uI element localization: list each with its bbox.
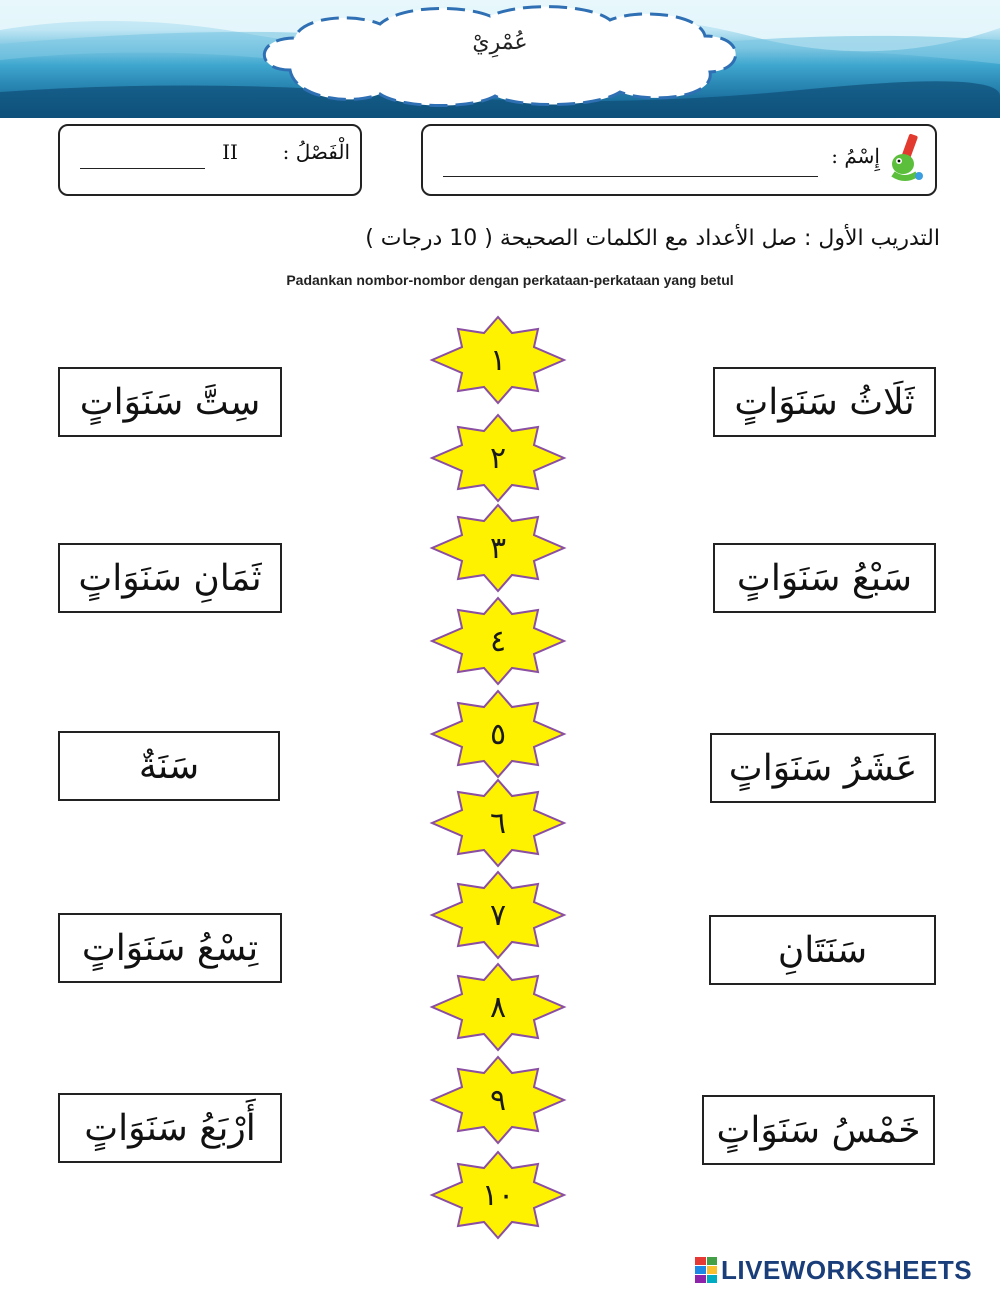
- number-star[interactable]: [428, 962, 568, 1052]
- pencil-worm-icon: [883, 130, 928, 185]
- number-label: ١٠: [481, 1177, 515, 1213]
- word-box-right[interactable]: ثَلَاثُ سَنَوَاتٍ: [713, 367, 936, 437]
- word-box-left[interactable]: تِسْعُ سَنَوَاتٍ: [58, 913, 282, 983]
- word-box-right[interactable]: سَبْعُ سَنَوَاتٍ: [713, 543, 936, 613]
- word-box-right[interactable]: عَشَرُ سَنَوَاتٍ: [710, 733, 936, 803]
- footer-brand: [695, 1254, 972, 1286]
- number-star[interactable]: [428, 778, 568, 868]
- worksheet-title: عُمْرِيْ: [472, 30, 528, 55]
- word-box-left[interactable]: سَنَةٌ: [58, 731, 280, 801]
- word-box-right[interactable]: سَنَتَانِ: [709, 915, 936, 985]
- word-box-left[interactable]: ثَمَانِ سَنَوَاتٍ: [58, 543, 282, 613]
- number-label: ٩: [489, 1082, 507, 1118]
- class-value: II: [222, 140, 238, 164]
- number-label: ٧: [489, 897, 507, 933]
- number-label: ٢: [489, 440, 507, 476]
- number-star[interactable]: [428, 689, 568, 779]
- exercise-title-arabic: التدريب الأول : صل الأعداد مع الكلمات الصحيحة ( 10 درجات ): [365, 226, 940, 251]
- header-banner: [0, 0, 1000, 118]
- exercise-title-malay: Padankan nombor-nombor dengan perkataan-perkataan yang betul: [286, 272, 734, 288]
- number-star[interactable]: [428, 870, 568, 960]
- word-box-right[interactable]: خَمْسُ سَنَوَاتٍ: [702, 1095, 935, 1165]
- word-box-left[interactable]: أَرْبَعُ سَنَوَاتٍ: [58, 1093, 282, 1163]
- waves-decoration: [0, 0, 1000, 118]
- number-star[interactable]: [428, 1055, 568, 1145]
- number-label: ٦: [489, 805, 507, 841]
- number-label: ٥: [489, 716, 507, 752]
- number-label: ٨: [489, 989, 507, 1025]
- number-star[interactable]: [428, 1150, 568, 1240]
- liveworksheets-logo-icon: [695, 1257, 717, 1283]
- word-box-left[interactable]: سِتَّ سَنَوَاتٍ: [58, 367, 282, 437]
- number-star[interactable]: [428, 315, 568, 405]
- name-input-line[interactable]: [443, 176, 818, 177]
- number-star[interactable]: [428, 413, 568, 503]
- brand-name: LIVEWORKSHEETS: [721, 1254, 973, 1285]
- number-star[interactable]: [428, 596, 568, 686]
- number-star[interactable]: [428, 503, 568, 593]
- number-label: ٤: [489, 623, 507, 659]
- class-input-line[interactable]: [80, 168, 205, 169]
- number-label: ٣: [489, 530, 507, 566]
- cloud-shape: [264, 7, 735, 106]
- class-label: الْفَصْلُ :: [282, 140, 350, 164]
- name-label: إِسْمُ :: [831, 144, 880, 168]
- number-label: ١: [489, 342, 507, 378]
